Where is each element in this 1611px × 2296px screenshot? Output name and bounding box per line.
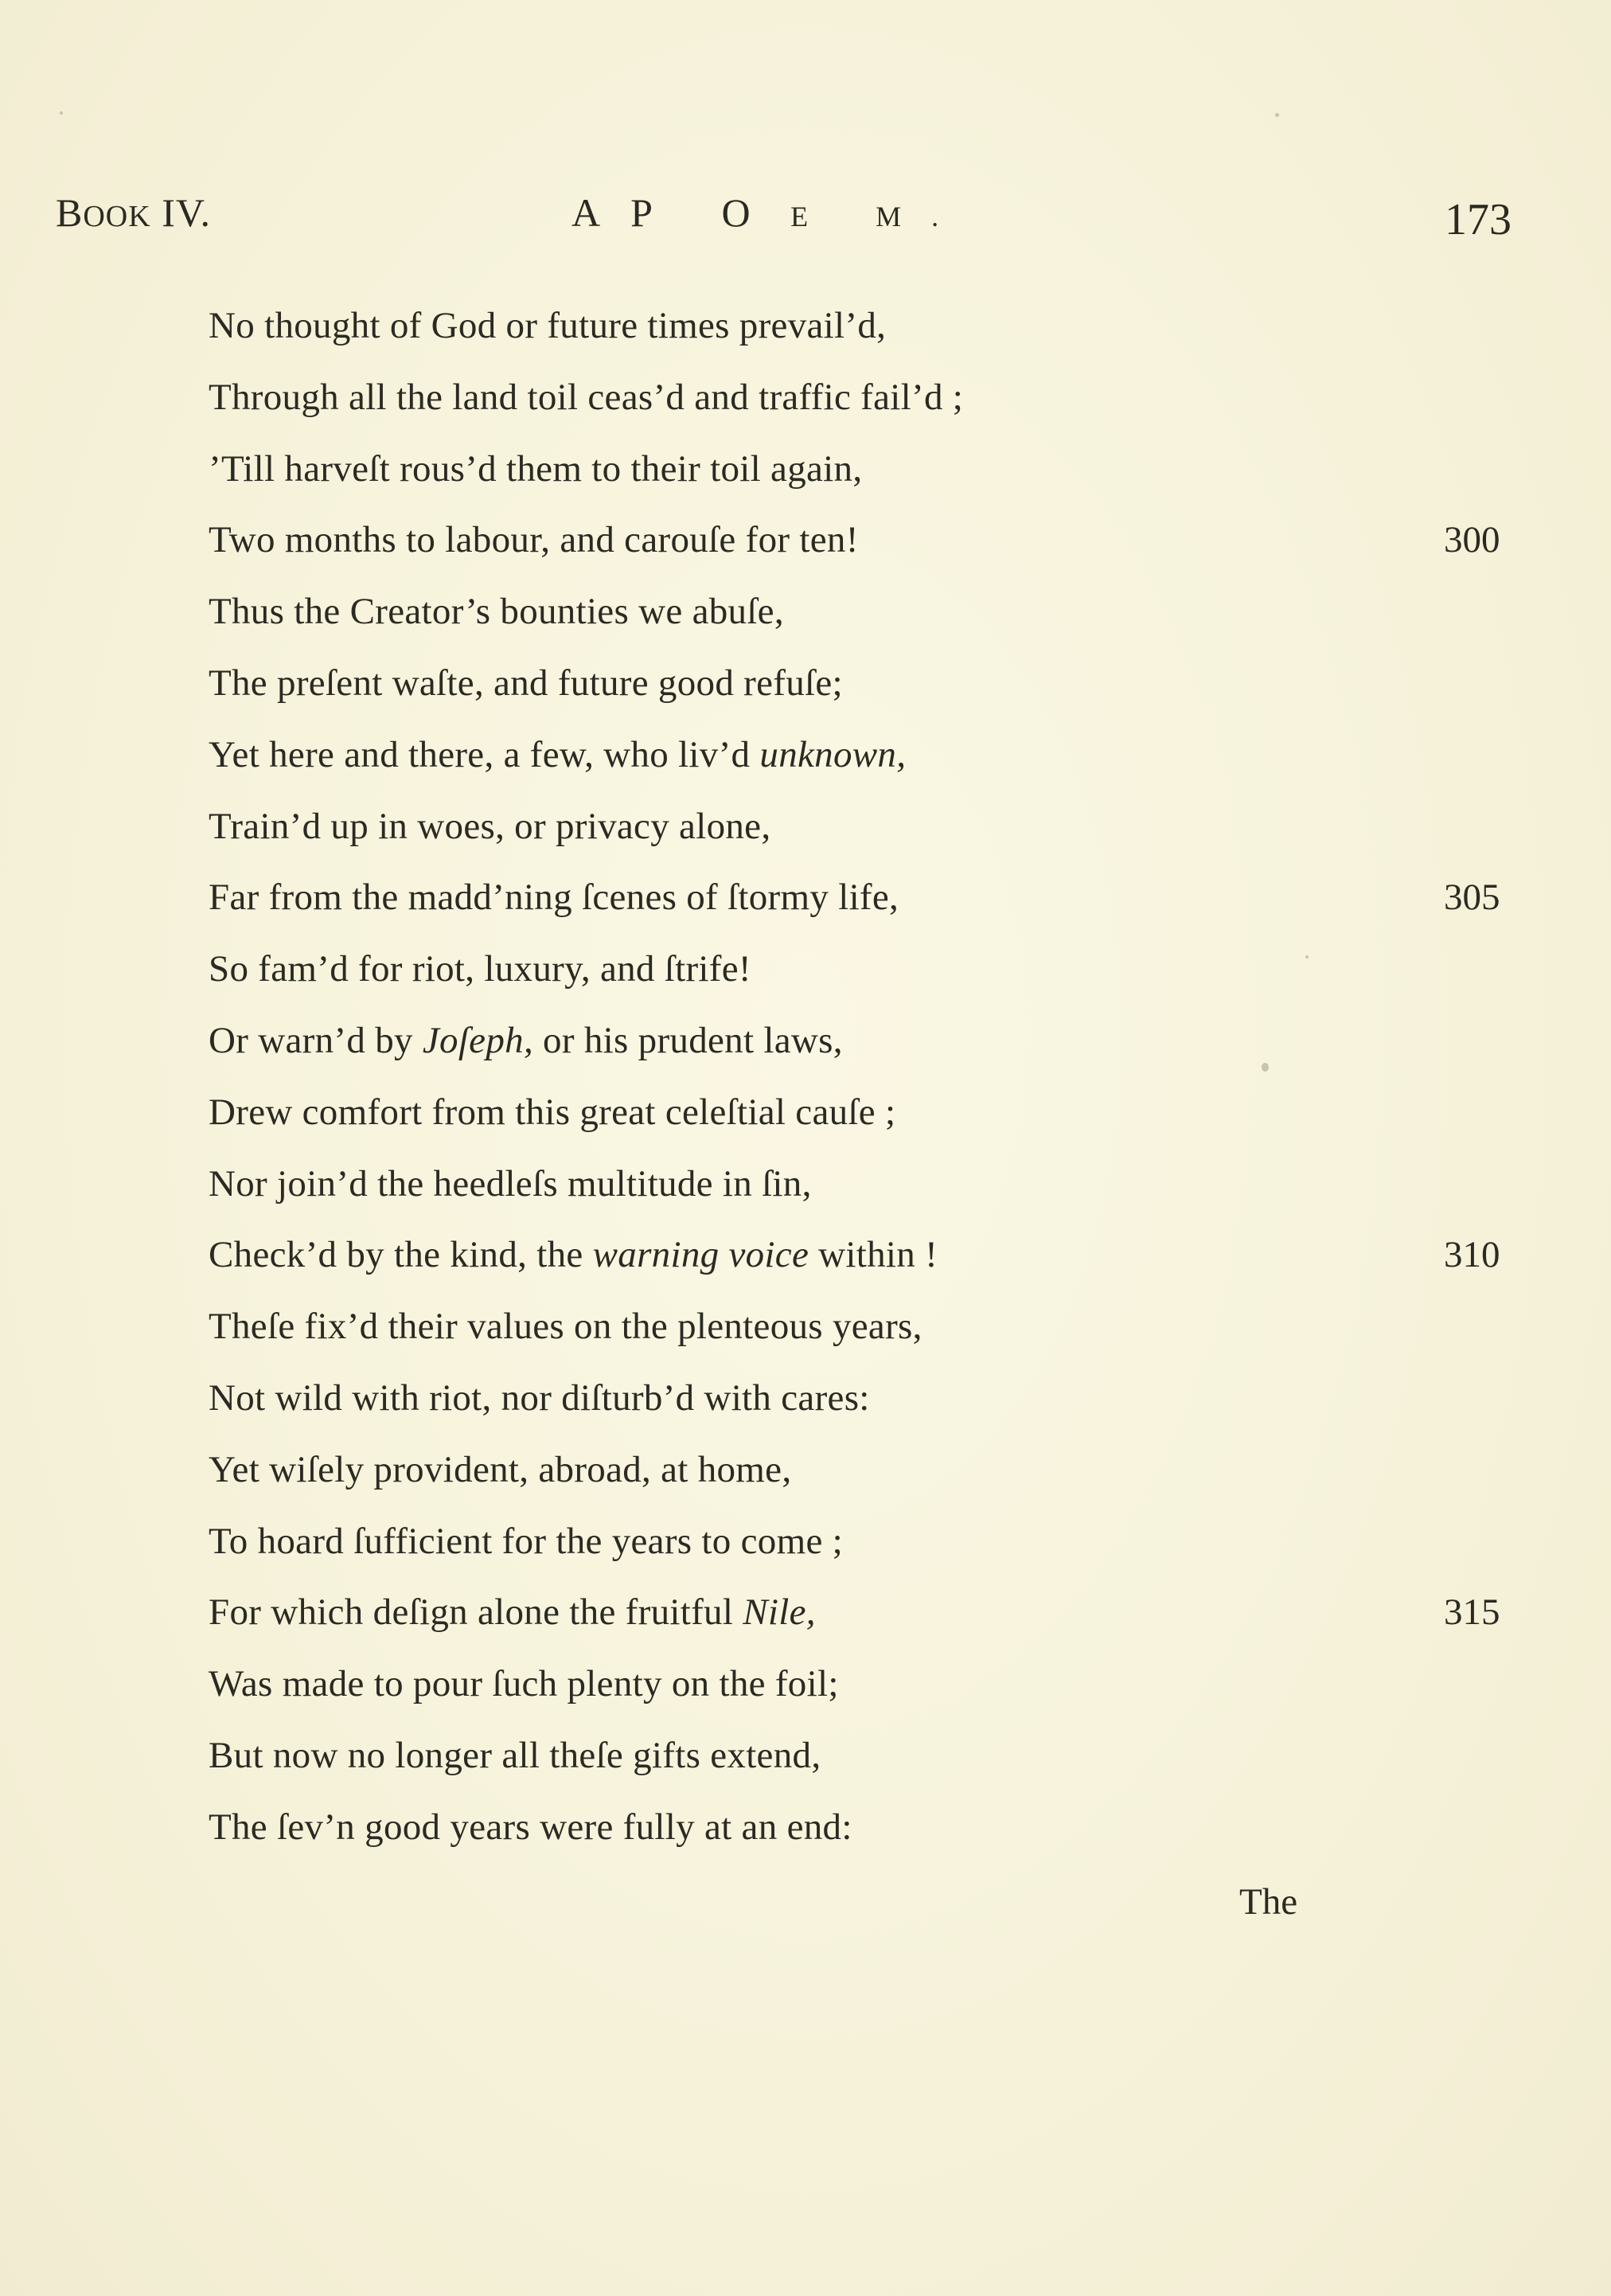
book-initial: B — [56, 190, 84, 235]
poem-line — [209, 505, 1323, 576]
line-text: Nor join’d the heedleſs multitude in ſin, — [209, 1162, 812, 1205]
line-text: Far from the madd’ning ſcenes of ſtormy life, — [209, 877, 899, 919]
line-number: 300 — [1444, 519, 1500, 561]
poem-line — [209, 1220, 1323, 1291]
line-italic-text: Joſeph, — [422, 1019, 533, 1061]
poem-line — [209, 648, 1323, 720]
paper-speck — [1262, 1063, 1269, 1072]
title-initial: A — [571, 190, 631, 235]
line-text: Check’d by the kind, the — [209, 1234, 593, 1276]
poem-body — [209, 291, 1500, 1864]
line-text: Thus the Creator’s bounties we abuſe, — [209, 591, 784, 633]
poem-line — [209, 1077, 1323, 1149]
poem-line — [209, 434, 1323, 506]
line-text: Drew comfort from this great celeſtial cauſe ; — [209, 1091, 896, 1133]
line-text: The preſent waſte, and future good refuſe; — [209, 662, 843, 704]
line-number: 305 — [1444, 877, 1500, 919]
line-number: 315 — [1444, 1591, 1500, 1634]
title-small-caps: E M. — [790, 201, 969, 232]
line-italic-text: warning voice — [592, 1234, 809, 1276]
line-text: Theſe fix’d their values on the plenteous years, — [209, 1306, 923, 1348]
line-text: For which deſign alone the fruitful — [209, 1591, 743, 1634]
running-head-book — [56, 189, 211, 236]
poem-line — [209, 1363, 1323, 1435]
line-text-after: within ! — [809, 1234, 938, 1276]
line-italic-text: unknown, — [759, 733, 907, 775]
catchword: The — [1239, 1881, 1298, 1923]
poem-line — [209, 791, 1323, 863]
line-text: Yet here and there, a few, who liv’d — [209, 733, 760, 775]
line-text: So fam’d for riot, luxury, and ſtrife! — [209, 948, 751, 990]
book-number: IV. — [162, 190, 212, 235]
line-italic-text: Nile, — [743, 1591, 816, 1634]
paper-speck — [1275, 113, 1279, 117]
poem-line — [209, 291, 1323, 362]
poem-line — [209, 720, 1323, 791]
poem-line — [209, 1506, 1323, 1578]
poem-line — [209, 1792, 1323, 1864]
line-text: To hoard ſufficient for the years to come ; — [209, 1520, 844, 1562]
book-small-caps: OOK — [83, 200, 151, 233]
page-header — [0, 189, 1611, 253]
line-text: Two months to labour, and carouſe for ten! — [209, 519, 859, 561]
running-head-title — [571, 189, 969, 236]
poem-line — [209, 1649, 1323, 1720]
line-text: Train’d up in woes, or privacy alone, — [209, 805, 771, 847]
line-text: The ſev’n good years were fully at an end: — [209, 1806, 852, 1848]
poem-line — [209, 1577, 1323, 1649]
line-text: But now no longer all theſe gifts extend, — [209, 1734, 821, 1776]
page-number: 173 — [1445, 195, 1512, 244]
poem-line — [209, 362, 1323, 434]
line-number: 310 — [1444, 1234, 1500, 1276]
line-text: Through all the land toil ceas’d and traffic fail’d ; — [209, 376, 964, 418]
poem-line — [209, 934, 1323, 1005]
poem-line — [209, 1005, 1323, 1077]
paper-speck — [1305, 955, 1309, 959]
line-text: Yet wiſely provident, abroad, at home, — [209, 1448, 792, 1490]
line-text: No thought of God or future times prevail’d, — [209, 305, 887, 346]
poem-line — [209, 576, 1323, 648]
line-text: Not wild with riot, nor diſturb’d with cares: — [209, 1376, 870, 1419]
line-text: ’Till harveſt rous’d them to their toil again, — [209, 447, 863, 490]
poem-line — [209, 862, 1323, 934]
title-caps: P O — [630, 190, 781, 235]
poem-line — [209, 1291, 1323, 1363]
line-text-after: or his prudent laws, — [533, 1019, 843, 1061]
poem-line — [209, 1435, 1323, 1506]
line-text: Or warn’d by — [209, 1019, 423, 1061]
paper-speck — [60, 111, 63, 115]
line-text: Was made to pour ſuch plenty on the foil; — [209, 1663, 839, 1705]
poem-line — [209, 1149, 1323, 1220]
poem-line — [209, 1720, 1323, 1792]
